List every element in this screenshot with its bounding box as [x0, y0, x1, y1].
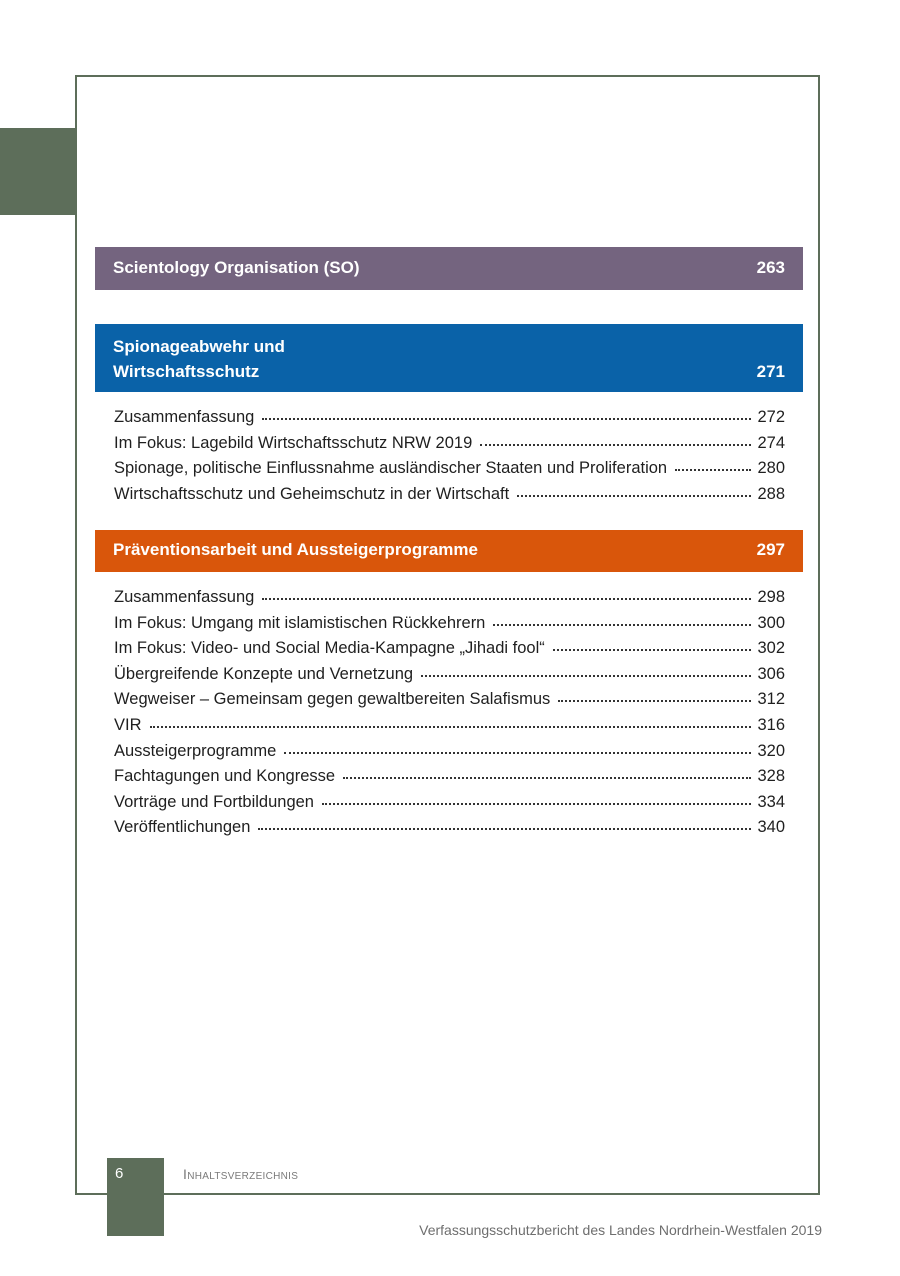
toc-entry[interactable]	[114, 614, 785, 640]
toc-entry-page: 306	[757, 664, 785, 683]
dot-leader	[493, 623, 751, 626]
publication-title: Verfassungsschutzbericht des Landes Nordrhein-Westfalen 2019	[419, 1222, 822, 1238]
section-title: Spionageabwehr und Wirtschaftsschutz	[113, 337, 285, 381]
section-title: Präventionsarbeit und Aussteigerprogramme	[113, 540, 478, 559]
toc-entry[interactable]	[114, 793, 785, 819]
toc-entry-page: 272	[757, 408, 785, 426]
toc-entry-page: 300	[757, 613, 785, 632]
toc-entry-page: 316	[757, 715, 785, 734]
dot-leader	[675, 468, 751, 471]
dot-leader	[480, 443, 751, 446]
toc-entry-page: 320	[757, 741, 785, 760]
section-page-number: 297	[756, 540, 785, 559]
chapter-marker-tab	[0, 128, 77, 215]
toc-entry[interactable]	[114, 818, 785, 844]
toc-entry-page: 280	[757, 459, 785, 478]
toc-entry-page: 288	[757, 484, 785, 503]
dot-leader	[284, 751, 751, 754]
toc-entry-page: 298	[757, 588, 785, 606]
dot-leader	[558, 699, 751, 702]
toc-entry-page: 328	[757, 767, 785, 786]
toc-entry[interactable]	[114, 485, 785, 511]
footer-section-label: Inhaltsverzeichnis	[183, 1166, 299, 1182]
dot-leader	[262, 597, 751, 600]
toc-entry[interactable]	[114, 459, 785, 485]
toc-entry-title: Wirtschaftsschutz und Geheimschutz in der Wirtschaft	[114, 484, 510, 503]
toc-entry[interactable]	[114, 716, 785, 742]
toc-entry-title: VIR	[114, 715, 142, 734]
section-heading-spionage[interactable]	[95, 324, 803, 392]
toc-entry[interactable]	[114, 767, 785, 793]
footer-page-number: 6	[115, 1165, 124, 1182]
toc-entry-title: Zusammenfassung	[114, 408, 255, 426]
dot-leader	[258, 827, 751, 830]
dot-leader	[343, 776, 751, 779]
toc-entry-title: Zusammenfassung	[114, 588, 255, 606]
section-heading-scientology[interactable]	[95, 247, 803, 290]
toc-entry-title: Veröffentlichungen	[114, 818, 251, 837]
dot-leader	[262, 417, 751, 420]
toc-entry-title: Spionage, politische Einflussnahme ausländischer Staaten und Proliferation	[114, 459, 668, 478]
toc-entry-title: Im Fokus: Lagebild Wirtschaftsschutz NRW 2019	[114, 433, 473, 452]
toc-list-praevention	[114, 588, 785, 844]
dot-leader	[421, 674, 751, 677]
toc-entry-page: 302	[757, 639, 785, 658]
toc-entry[interactable]	[114, 665, 785, 691]
toc-entry-title: Fachtagungen und Kongresse	[114, 767, 336, 786]
section-heading-praevention[interactable]	[95, 530, 803, 572]
toc-entry[interactable]	[114, 434, 785, 460]
toc-entry[interactable]	[114, 588, 785, 614]
toc-entry-page: 340	[757, 818, 785, 837]
toc-entry-title: Vorträge und Fortbildungen	[114, 792, 314, 811]
toc-entry-title: Im Fokus: Video- und Social Media-Kampagne „Jihadi fool“	[114, 639, 545, 658]
toc-list-spionage	[114, 408, 785, 510]
toc-entry-page: 312	[757, 690, 785, 709]
section-title: Scientology Organisation (SO)	[113, 258, 360, 277]
dot-leader	[150, 725, 751, 728]
toc-entry-page: 334	[757, 792, 785, 811]
section-page-number: 263	[756, 258, 785, 277]
toc-entry[interactable]	[114, 408, 785, 434]
toc-entry-title: Übergreifende Konzepte und Vernetzung	[114, 664, 414, 683]
toc-entry-title: Aussteigerprogramme	[114, 741, 277, 760]
toc-entry[interactable]	[114, 742, 785, 768]
dot-leader	[517, 494, 751, 497]
toc-entry-title: Im Fokus: Umgang mit islamistischen Rückkehrern	[114, 613, 486, 632]
dot-leader	[322, 802, 751, 805]
toc-entry[interactable]	[114, 690, 785, 716]
toc-entry[interactable]	[114, 639, 785, 665]
toc-entry-page: 274	[757, 433, 785, 452]
dot-leader	[553, 648, 751, 651]
toc-entry-title: Wegweiser – Gemeinsam gegen gewaltbereiten Salafismus	[114, 690, 551, 709]
section-page-number: 271	[756, 362, 785, 381]
